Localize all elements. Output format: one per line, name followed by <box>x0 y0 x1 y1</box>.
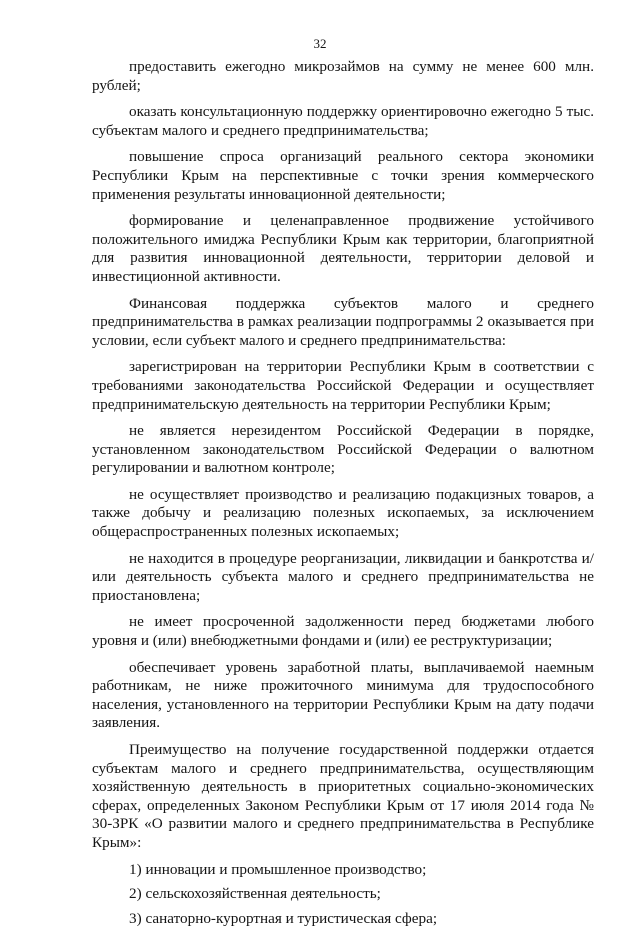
list-item-priority-tourism: 3) санаторно-курортная и туристическая сфера; <box>129 909 438 927</box>
paragraph-consulting-support: оказать консультационную поддержку ориентировочно ежегодно 5 тыс. субъектам малого и среднего предпринимательства; <box>92 103 594 139</box>
body-text <box>92 58 594 934</box>
list-item-priority-agriculture: 2) сельскохозяйственная деятельность; <box>129 885 381 903</box>
paragraph-condition-debt: не имеет просроченной задолженности перед бюджетами любого уровня и (или) внебюджетными фондами и (или) ее реструктуризации; <box>92 613 594 650</box>
paragraph-condition-reorganization: не находится в процедуре реорганизации, ликвидации и банкротства и/или деятельность субъекта малого и среднего предпринимательства не приостановлена; <box>92 549 594 604</box>
paragraph-microloans: предоставить ежегодно микрозаймов на сумму не менее 600 млн. рублей; <box>92 58 594 94</box>
paragraph-condition-excise-goods: не осуществляет производство и реализацию подакцизных товаров, а также добычу и реализацию полезных ископаемых, за исключением общераспространенных полезных ископаемых; <box>92 485 594 541</box>
paragraph-positive-image: формирование и целенаправленное продвижение устойчивого положительного имиджа Республики Крым как территории, благоприятной для развития инновационной деятельности, территории деловой и инвестиционной активности. <box>92 212 594 285</box>
paragraph-priority-intro: Преимущество на получение государственной поддержки отдается субъектам малого и среднего предпринимательства, осуществляющим хозяйственную деятельность в приоритетных социально-экономических сферах, определенных Законом Республики Крым от 17 июля 2014 года № 30-ЗРК «О развитии малого и среднего предпринимательства в Республике Крым»: <box>92 741 594 851</box>
paragraph-innovation-demand: повышение спроса организаций реального сектора экономики Республики Крым на перспективные с точки зрения коммерческого применения результаты инновационной деятельности; <box>92 148 594 203</box>
list-item-priority-innovation: 1) инновации и промышленное производство; <box>129 860 427 878</box>
paragraph-condition-registered: зарегистрирован на территории Республики Крым в соответствии с требованиями законодательства Российской Федерации и осуществляет предпринимательскую деятельность на территории Республики Крым; <box>92 358 594 413</box>
paragraph-condition-non-resident: не является нерезидентом Российской Федерации в порядке, установленном законодательством Российской Федерации о валютном регулировании и валютном контроле; <box>92 422 594 477</box>
page-number: 32 <box>313 36 327 51</box>
paragraph-support-conditions: Финансовая поддержка субъектов малого и среднего предпринимательства в рамках реализации подпрограммы 2 оказывается при условии, если субъект малого и среднего предпринимательства: <box>92 294 594 349</box>
paragraph-condition-wages: обеспечивает уровень заработной платы, выплачиваемой наемным работникам, не ниже прожиточного минимума для трудоспособного населения, установленного на территории Республики Крым на дату подачи заявления. <box>92 658 594 732</box>
